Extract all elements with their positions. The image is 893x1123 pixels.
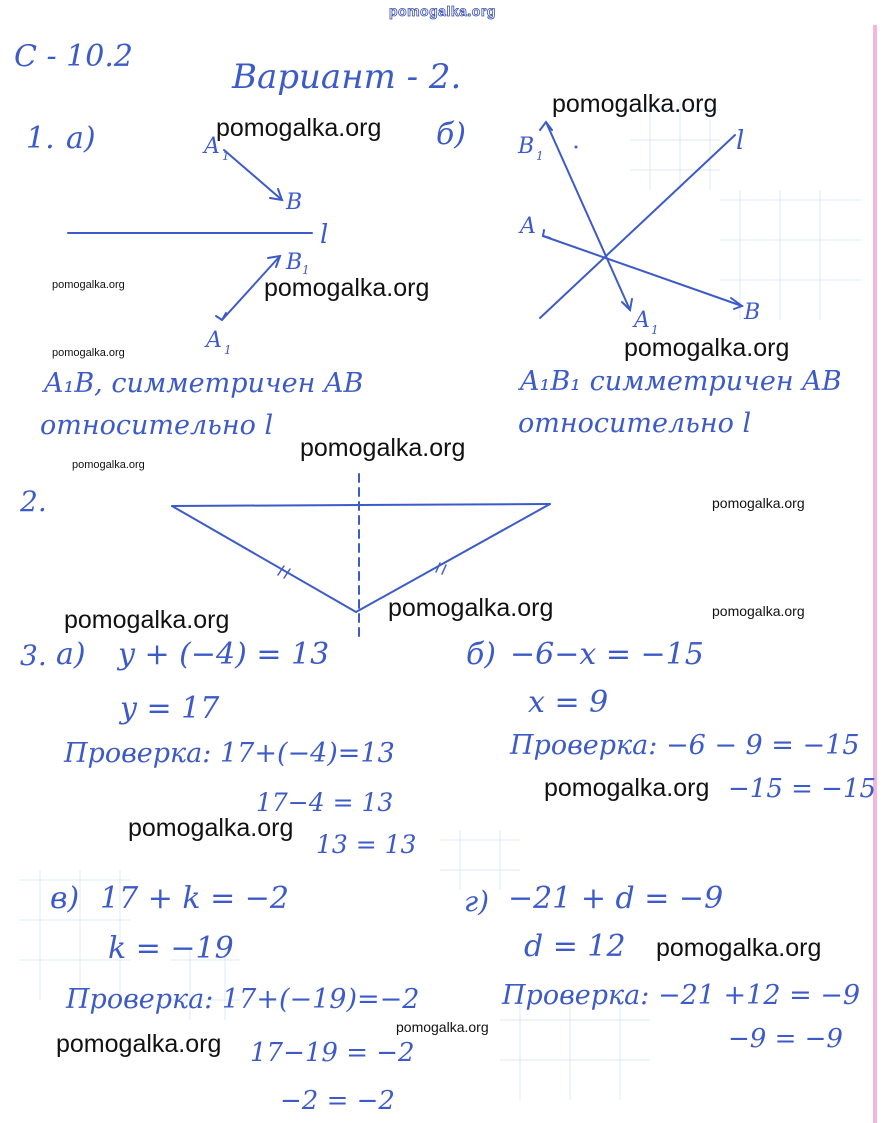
task1b-arrow-b1 [540, 122, 552, 130]
task1a-segment-ab [224, 150, 282, 200]
task3a-equation: y + (−4) = 13 [118, 637, 330, 672]
label-a1-top: A [204, 134, 220, 159]
watermark: pomogalka.org [656, 934, 822, 962]
task1b-dot [575, 146, 578, 149]
watermark: pomogalka.org [52, 347, 125, 359]
task3g-label: г) [464, 885, 490, 918]
task3v-answer: k = −19 [108, 931, 234, 966]
label-a1-bottom-sub: 1 [224, 343, 232, 357]
watermark: pomogalka.org [264, 274, 430, 302]
watermark: pomogalka.org [388, 594, 554, 622]
label-line-l-a: l [320, 220, 329, 250]
label-b-a1: A [634, 308, 650, 333]
label-a1-bottom: A [206, 328, 222, 353]
task3b-equation: −6−x = −15 [510, 637, 704, 672]
task1b-segment-ab [543, 236, 742, 306]
watermark: pomogalka.org [300, 434, 466, 462]
task3b-check-step1: −15 = −15 [728, 774, 877, 804]
watermark: pomogalka.org [712, 603, 805, 619]
task1b-tick-a [543, 230, 550, 238]
task2-triangle-base [172, 504, 550, 506]
watermark: pomogalka.org [52, 279, 125, 291]
label-b-a1-sub: 1 [651, 323, 659, 337]
task3v-check-step1: 17−19 = −2 [250, 1038, 415, 1068]
watermark: pomogalka.org [712, 495, 805, 511]
task1b-segment-b1a1 [546, 122, 630, 310]
label-b-b1: B [518, 134, 535, 159]
label-b1-sub: 1 [302, 263, 310, 277]
watermark: pomogalka.org [72, 459, 145, 471]
task3v-equation: 17 + k = −2 [100, 881, 289, 916]
label-b-b1-sub: 1 [536, 149, 544, 163]
task3v-check: Проверка: 17+(−19)=−2 [66, 984, 420, 1015]
task2-number: 2. [20, 485, 47, 518]
label-b1: B [286, 250, 303, 275]
watermark: pomogalka.org [624, 334, 790, 362]
task3g-answer: d = 12 [524, 929, 626, 964]
task3b-check: Проверка: −6 − 9 = −15 [510, 730, 860, 761]
watermark: pomogalka.org [396, 1019, 489, 1035]
task1a-tick-a1 [216, 313, 226, 320]
task1-number: 1. [26, 121, 55, 156]
task2-triangle-left-side [172, 506, 356, 612]
task3b-label: б) [466, 637, 497, 672]
label-line-l-b: l [736, 126, 745, 156]
task3v-check-step2: −2 = −2 [280, 1086, 395, 1116]
task1b-conclusion-line2: относительно l [518, 408, 752, 439]
task3a-check-step2: 13 = 13 [316, 830, 417, 859]
task3a-check-step1: 17−4 = 13 [256, 788, 394, 817]
task3b-answer: x = 9 [528, 685, 609, 720]
task3-number: 3. [20, 639, 47, 672]
task3a-answer: y = 17 [120, 691, 220, 726]
label-b-b: B [744, 300, 761, 325]
watermark: pomogalka.org [552, 90, 718, 118]
label-a1-top-sub: 1 [222, 149, 230, 163]
watermark: pomogalka.org [216, 114, 382, 142]
site-header-watermark: pomogalka.org [389, 3, 496, 19]
label-b: B [286, 190, 303, 215]
watermark: pomogalka.org [56, 1030, 222, 1058]
task3a-label: а) [56, 637, 86, 672]
label-b-a: A [520, 214, 536, 239]
task1b-conclusion-line1: A₁B₁ симметричен AB [520, 366, 842, 397]
watermark: pomogalka.org [544, 774, 710, 802]
task1a-conclusion-line1: A₁B, симметричен AB [44, 368, 364, 399]
task3g-check: Проверка: −21 +12 = −9 [502, 980, 861, 1011]
task3g-check-step1: −9 = −9 [728, 1024, 843, 1054]
worksheet-code: С - 10.2 [14, 39, 133, 74]
variant-title: Вариант - 2. [232, 57, 462, 97]
task1b-line-l [540, 135, 735, 318]
task3a-check: Проверка: 17+(−4)=13 [64, 738, 395, 769]
task1-part-a-label: а) [66, 121, 96, 156]
task3g-equation: −21 + d = −9 [508, 881, 724, 916]
task1-part-b-label: б) [436, 117, 467, 152]
watermark: pomogalka.org [64, 606, 230, 634]
task3v-label: в) [50, 881, 80, 916]
task1a-conclusion-line2: относительно l [40, 410, 274, 441]
watermark: pomogalka.org [128, 814, 294, 842]
